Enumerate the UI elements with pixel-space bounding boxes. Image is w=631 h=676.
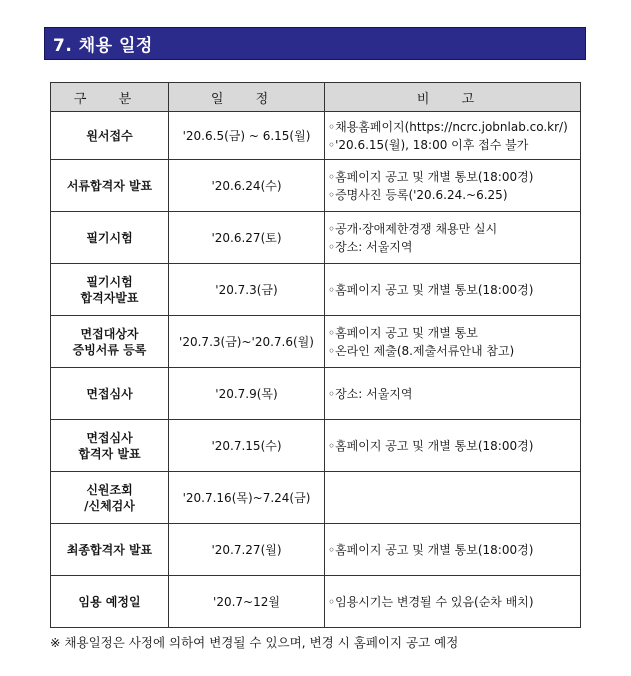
row-category	[51, 112, 169, 160]
note-line: ◦임용시기는 변경될 수 있음(순차 배치)	[328, 594, 534, 609]
note-line: ◦홈페이지 공고 및 개별 통보(18:00경)	[328, 169, 534, 184]
category-line: 면접대상자	[80, 326, 139, 341]
table-row	[51, 368, 581, 420]
row-date: '20.7.27(월)	[169, 524, 325, 576]
category-line: 최종합격자 발표	[66, 542, 153, 557]
category-line: 필기시험	[86, 230, 133, 245]
row-date: '20.7.3(금)	[169, 264, 325, 316]
table-header-row	[51, 83, 581, 112]
category-line: 합격자 발표	[78, 446, 141, 461]
note-line: ◦채용홈페이지(https://ncrc.jobnlab.co.kr/)	[328, 119, 568, 134]
row-date: '20.7.15(수)	[169, 420, 325, 472]
note-line: ◦장소: 서울지역	[328, 239, 413, 254]
row-notes	[325, 472, 581, 524]
row-category	[51, 472, 169, 524]
table-row	[51, 212, 581, 264]
category-line: 필기시험	[86, 274, 133, 289]
row-notes	[325, 524, 581, 576]
row-category	[51, 420, 169, 472]
note-line: ◦홈페이지 공고 및 개별 통보	[328, 325, 478, 340]
row-notes	[325, 576, 581, 628]
row-notes	[325, 212, 581, 264]
category-line: 신원조회	[86, 482, 133, 497]
table-row	[51, 576, 581, 628]
row-date: '20.7.16(목)~7.24(금)	[169, 472, 325, 524]
row-notes	[325, 160, 581, 212]
schedule-table	[50, 82, 581, 628]
row-date: '20.6.27(토)	[169, 212, 325, 264]
table-row	[51, 264, 581, 316]
table-row	[51, 524, 581, 576]
header-date: 일 정	[169, 83, 325, 112]
category-line: 합격자발표	[80, 290, 139, 305]
row-category	[51, 160, 169, 212]
table-row	[51, 420, 581, 472]
category-line: 임용 예정일	[78, 594, 141, 609]
table-row	[51, 112, 581, 160]
row-date: '20.6.5(금) ~ 6.15(월)	[169, 112, 325, 160]
note-line: ◦홈페이지 공고 및 개별 통보(18:00경)	[328, 438, 534, 453]
table-body	[51, 112, 581, 628]
table-row	[51, 160, 581, 212]
note-line: ◦홈페이지 공고 및 개별 통보(18:00경)	[328, 542, 534, 557]
note-line: ◦홈페이지 공고 및 개별 통보(18:00경)	[328, 282, 534, 297]
row-category	[51, 368, 169, 420]
category-line: 서류합격자 발표	[66, 178, 153, 193]
row-category	[51, 316, 169, 368]
category-line: 증빙서류 등록	[72, 342, 147, 357]
section-title: 7. 채용 일정	[53, 36, 153, 56]
header-category: 구 분	[51, 83, 169, 112]
row-date: '20.6.24(수)	[169, 160, 325, 212]
category-line: /신체검사	[84, 498, 135, 513]
header-notes: 비 고	[325, 83, 581, 112]
row-date: '20.7.3(금)~'20.7.6(월)	[169, 316, 325, 368]
row-category	[51, 212, 169, 264]
row-notes	[325, 368, 581, 420]
table-row	[51, 316, 581, 368]
note-line: ◦증명사진 등록('20.6.24.~6.25)	[328, 187, 508, 202]
note-line: ◦장소: 서울지역	[328, 386, 413, 401]
row-category	[51, 576, 169, 628]
note-line: ◦온라인 제출(8.제출서류안내 참고)	[328, 343, 515, 358]
category-line: 원서접수	[86, 128, 133, 143]
footnote: ※ 채용일정은 사정에 의하여 변경될 수 있으며, 변경 시 홈페이지 공고 예정	[50, 635, 459, 650]
note-line: ◦공개·장애제한경쟁 채용만 실시	[328, 221, 498, 236]
note-line: ◦'20.6.15(월), 18:00 이후 접수 불가	[328, 137, 529, 152]
row-notes	[325, 316, 581, 368]
row-category	[51, 524, 169, 576]
row-date: '20.7~12월	[169, 576, 325, 628]
table-row	[51, 472, 581, 524]
row-notes	[325, 420, 581, 472]
category-line: 면접심사	[86, 430, 133, 445]
section-title-bar	[44, 27, 586, 60]
row-notes	[325, 264, 581, 316]
row-notes	[325, 112, 581, 160]
row-date: '20.7.9(목)	[169, 368, 325, 420]
row-category	[51, 264, 169, 316]
category-line: 면접심사	[86, 386, 133, 401]
